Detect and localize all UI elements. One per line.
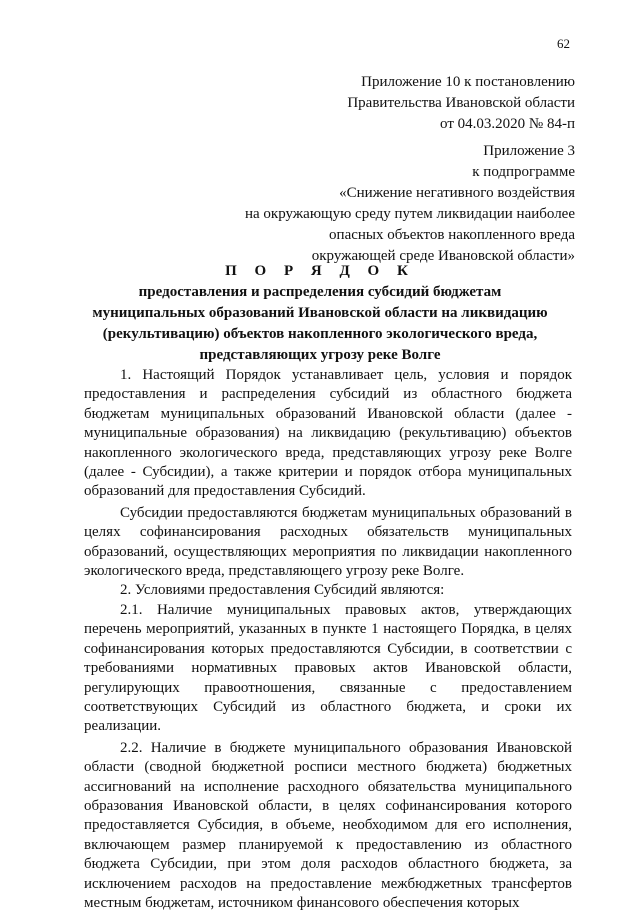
subtitle-line: муниципальных образований Ивановской области на ликвидацию [92, 305, 548, 321]
subprogram-header-line: опасных объектов накопленного вреда [329, 227, 575, 243]
annex-header-line: Приложение 10 к постановлению [361, 74, 575, 90]
subprogram-header [245, 141, 575, 267]
document-title-block [0, 261, 640, 366]
subtitle-line: предоставления и распределения субсидий бюджетам [138, 284, 502, 300]
subprogram-header-line: «Снижение негативного воздействия [339, 185, 575, 201]
page-number: 62 [557, 36, 570, 51]
paragraph-subsidy-purpose: Субсидии предоставляются бюджетам муниципальных образований в целях софинансирования расходных обязательств муниципальных образований, осуществляющих мероприятия по ликвидации накопленного экологического вреда, представляющего угрозу реке Волге. [84, 504, 572, 580]
subtitle-line: представляющих угрозу реке Волге [199, 347, 441, 363]
subprogram-header-line: окружающей среде Ивановской области» [311, 248, 575, 264]
document-title: П О Р Я Д О К [225, 263, 415, 279]
paragraph-item-2: 2. Условиями предоставления Субсидий являются: [120, 582, 445, 599]
subprogram-header-line: на окружающую среду путем ликвидации наиболее [244, 206, 575, 222]
annex-header-line: от 04.03.2020 № 84-п [440, 116, 575, 132]
subprogram-header-line: к подпрограмме [472, 164, 575, 180]
paragraph-item-2-2: 2.2. Наличие в бюджете муниципального образования Ивановской области (сводной бюджетной росписи местного бюджета) бюджетных ассигнований на исполнение расходного обязательства муниципального образования Ивановской области, в целях софинансирования которого предоставляется Субсидия, в объеме, необходимом для его исполнения, включающем размер планируемой к предоставлению из областного бюджета Субсидии, при этом доля расходов областного бюджета, за исключением расходов на предоставление межбюджетных трансфертов местным бюджетам, источником финансового обеспечения которых [84, 739, 572, 911]
annex-header [347, 72, 575, 135]
document-body [84, 366, 572, 913]
annex-header-line: Правительства Ивановской области [347, 95, 575, 111]
paragraph-item-1: 1. Настоящий Порядок устанавливает цель, условия и порядок предоставления и распределения субсидий из областного бюджета бюджетам муниципальных образований Ивановской области (далее - муниципальные образования) на ликвидацию (рекультивацию) объектов накопленного экологического вреда, представляющих угрозу реке Волге (далее - Субсидии), а также критерии и порядок отбора муниципальных образований для предоставления Субсидий. [84, 367, 572, 500]
subprogram-header-line: Приложение 3 [483, 143, 575, 159]
paragraph-item-2-1: 2.1. Наличие муниципальных правовых актов, утверждающих перечень мероприятий, указанных в пункте 1 настоящего Порядка, в целях софинансирования которых предоставляются Субсидии, в соответствии с требованиями нормативных правовых актов Ивановской области, регулирующих правоотношения, связанные с предоставлением соответствующих Субсидий из областного бюджета, и сроки их реализации. [84, 601, 572, 735]
subtitle-line: (рекультивацию) объектов накопленного экологического вреда, [102, 326, 538, 342]
document-subtitle [0, 282, 640, 366]
